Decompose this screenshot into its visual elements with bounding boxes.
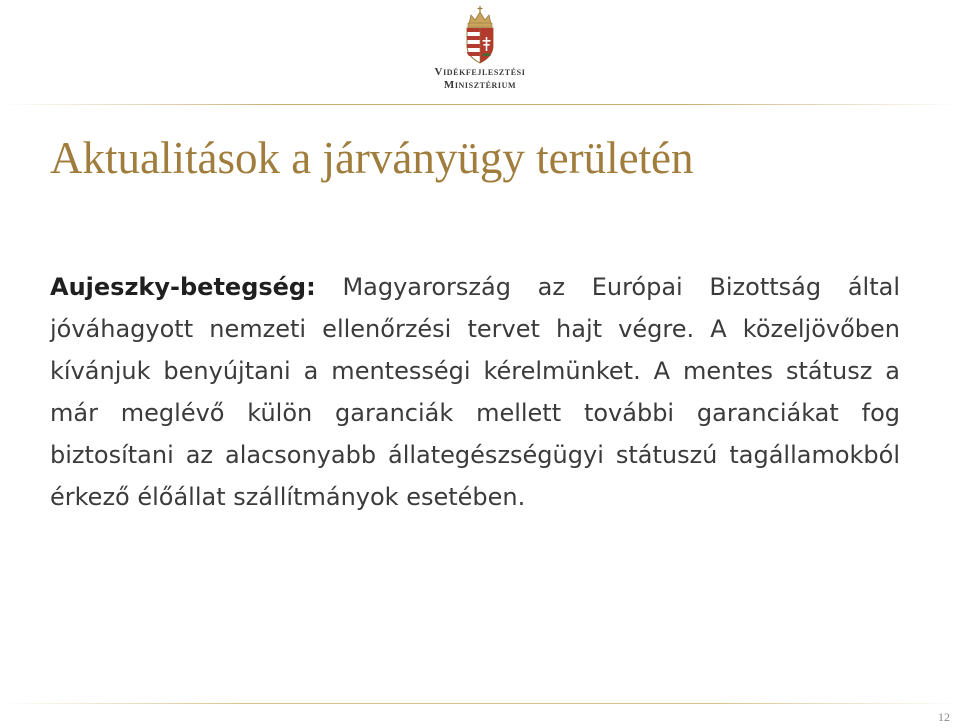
ministry-name: [400, 66, 560, 92]
body-paragraph: Magyarország az Európai Bizottság által jóváhagyott nemzeti ellenőrzési tervet hajt végre. A közeljövőben kívánjuk benyújtani a mentességi kérelmünket. A mentes státusz a már meglévő külön garanciák mellett további garanciákat fog biztosítani az alacsonyabb állategészségügyi státuszú tagállamokból érkező élőállat szállítmányok esetében.: [50, 273, 900, 511]
slide-title: Aktualitások a járványügy területén: [50, 133, 694, 183]
slide-header: [0, 0, 960, 112]
slide-body: [50, 266, 900, 518]
page-number: 12: [938, 710, 950, 724]
ministry-name-line2: Minisztérium: [443, 79, 517, 91]
footer-divider: [0, 703, 960, 704]
lead-term: Aujeszky-betegség:: [50, 273, 316, 301]
header-divider: [0, 104, 960, 105]
ministry-name-line1: Vidékfejlesztési: [434, 66, 526, 78]
hungarian-coat-of-arms-icon: [459, 6, 501, 64]
